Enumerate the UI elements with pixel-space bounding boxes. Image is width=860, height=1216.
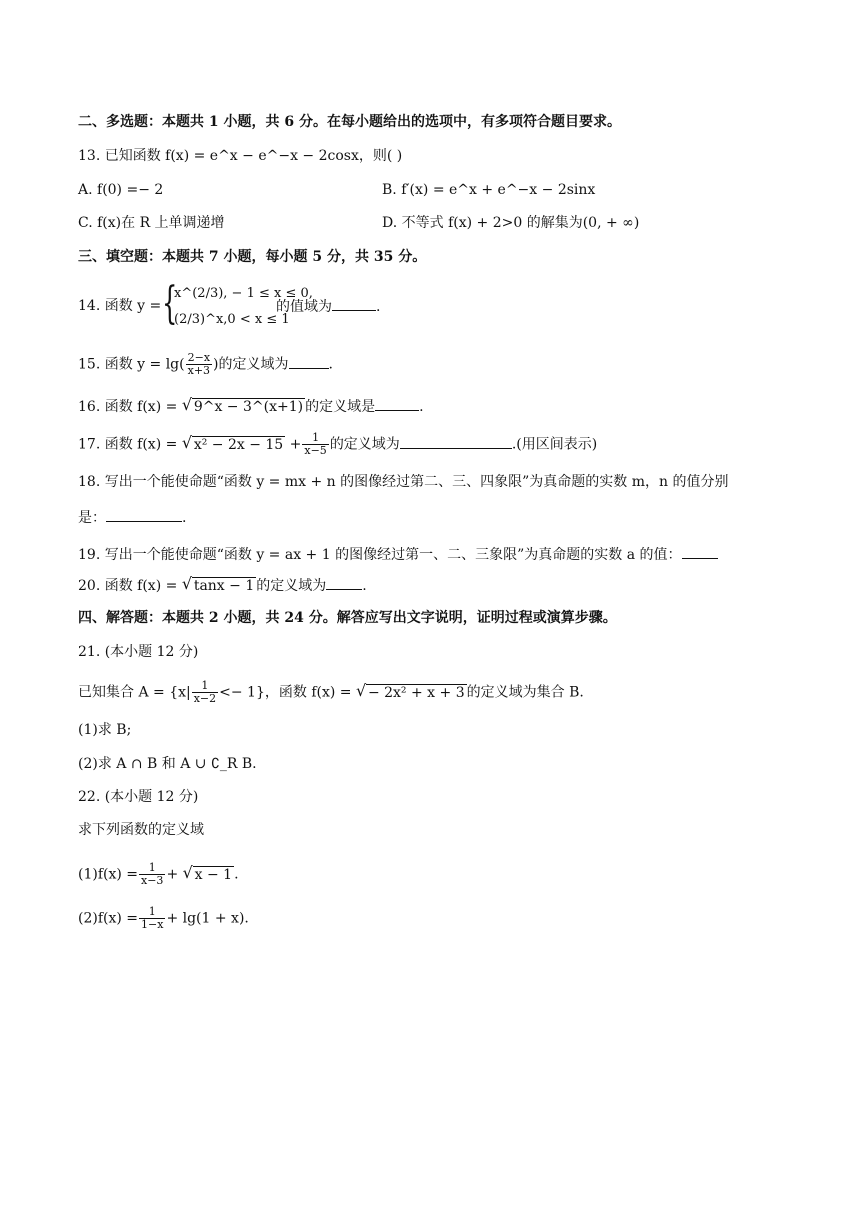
question-21-label: 21. (本小题 12 分) [78, 644, 199, 660]
question-score: 5 [312, 249, 323, 265]
question-21-stem [78, 680, 584, 705]
question-20-prefix: 20. 函数 f(x) = [78, 578, 178, 594]
section-2-heading [78, 112, 621, 132]
question-count: 1 [208, 114, 219, 130]
question-16-prefix: 16. 函数 f(x) = [78, 399, 178, 415]
question-22-label: 22. (本小题 12 分) [78, 789, 199, 805]
question-13-option-c: C. f(x)在 R 上单调递增 [78, 215, 225, 231]
period: . [234, 866, 239, 883]
section-text: 小题，共 [223, 610, 280, 626]
fraction-denominator: x−5 [304, 444, 327, 457]
fraction-denominator: x+3 [187, 364, 211, 377]
part-2-prefix: (2)f(x) = [78, 910, 139, 927]
section-4-heading [78, 608, 617, 628]
question-17-suffix: 的定义域为 [329, 436, 400, 453]
question-16: 16. 函数 f(x) = √ 9^x − 3^(x+1) 的定义域是 . [78, 396, 424, 417]
radicand: tanx − 1 [193, 578, 255, 594]
radicand: − 2x² + x + 3 [367, 684, 465, 701]
section-text: 小题，共 [223, 114, 280, 130]
fraction-denominator: 1−x [141, 918, 164, 931]
section-title: 多选题：本题共 [106, 114, 204, 130]
answer-blank[interactable] [106, 507, 182, 522]
question-21-part-2: (2)求 A ∩ B 和 A ∪ ∁_R B. [78, 756, 257, 772]
question-22-part-1 [78, 862, 239, 887]
answer-blank[interactable] [682, 544, 718, 559]
question-15-prefix: 15. 函数 y = lg( [78, 356, 185, 373]
square-root [182, 397, 305, 417]
fraction [186, 352, 212, 377]
question-21-stem-a: 已知集合 A = {x| [78, 684, 191, 701]
question-18-line-2: 是： . [78, 507, 186, 528]
question-14-suffix-text: 的值域为 [276, 299, 332, 315]
plus-sign: + [166, 866, 179, 883]
fraction-numerator: 1 [192, 680, 218, 693]
section-title: 解答题：本题共 [106, 610, 204, 626]
total-score: 35 [373, 249, 394, 265]
question-14-case-1: x^(2/3), − 1 ≤ x ≤ 0, [174, 286, 313, 301]
question-count: 7 [208, 249, 219, 265]
answer-blank[interactable] [400, 434, 512, 449]
section-text: 分，共 [327, 249, 369, 265]
plus-sign: + [289, 436, 302, 453]
section-text: 分。 [398, 249, 427, 265]
question-20-suffix: 的定义域为 [256, 578, 327, 594]
fraction-denominator: x−3 [141, 874, 164, 887]
fraction-denominator: x−2 [193, 692, 217, 705]
part-1-prefix: (1)f(x) = [78, 866, 139, 883]
answer-blank[interactable] [326, 575, 362, 590]
question-21-stem-c: 的定义域为集合 B. [466, 684, 584, 701]
section-number: 三、 [78, 249, 106, 265]
question-13-option-a: A. f(0) =− 2 [78, 182, 164, 198]
fraction-numerator: 2−x [187, 351, 211, 364]
radicand: x − 1 [194, 866, 233, 883]
question-13-option-d: D. 不等式 f(x) + 2>0 的解集为(0, + ∞) [382, 215, 640, 231]
question-13-stem: 13. 已知函数 f(x) = e^x − e^−x − 2cosx，则( ) [78, 148, 403, 164]
radicand: 9^x − 3^(x+1) [193, 399, 304, 415]
section-text: 小题，每小题 [223, 249, 308, 265]
question-16-suffix: 的定义域是 [305, 399, 376, 415]
answer-blank[interactable] [375, 396, 419, 411]
section-title: 填空题：本题共 [106, 249, 204, 265]
square-root [182, 435, 285, 455]
question-19 [78, 544, 718, 565]
fraction [302, 432, 328, 457]
section-text: 分。在每小题给出的选项中，有多项符合题目要求。 [299, 114, 621, 130]
section-number: 二、 [78, 114, 106, 130]
question-17 [78, 432, 597, 457]
question-15-suffix: )的定义域为 [213, 356, 289, 373]
question-21-part-1: (1)求 B; [78, 722, 132, 738]
radicand: x² − 2x − 15 [193, 436, 284, 453]
question-22-stem: 求下列函数的定义域 [78, 822, 204, 838]
question-21-stem-b: <− 1}，函数 f(x) = [219, 684, 352, 701]
piecewise-brace: { [162, 278, 178, 329]
total-score: 6 [284, 114, 295, 130]
question-15: 15. 函数 y = lg( $\frac{2-x}{x+3}$ )的定义域为 . [78, 351, 333, 377]
question-14-case-2: (2/3)^x,0 < x ≤ 1 [174, 312, 290, 327]
answer-blank[interactable] [332, 296, 376, 311]
question-13-option-b: B. f′(x) = e^x + e^−x − 2sinx [382, 182, 596, 198]
section-number: 四、 [78, 610, 106, 626]
square-root [356, 683, 467, 703]
fraction [192, 680, 218, 705]
fraction-numerator: 1 [139, 862, 165, 875]
question-17-tail: .(用区间表示) [511, 436, 598, 453]
fraction [139, 862, 165, 887]
question-20: 20. 函数 f(x) = √ tanx − 1 的定义域为 . [78, 575, 367, 596]
fraction [139, 906, 165, 931]
question-count: 2 [208, 610, 219, 626]
question-17-prefix: 17. 函数 f(x) = [78, 436, 178, 453]
section-3-heading [78, 247, 426, 267]
question-14-suffix: 的值域为 . [276, 296, 380, 317]
fraction-numerator: 1 [302, 432, 328, 445]
question-14-prefix: 14. 函数 y = [78, 298, 162, 314]
answer-blank[interactable] [289, 354, 329, 369]
question-18-label: 是： [78, 510, 106, 526]
question-22-part-2 [78, 906, 249, 931]
part-2-suffix: + lg(1 + x). [166, 910, 249, 927]
section-text: 分。解答应写出文字说明，证明过程或演算步骤。 [308, 610, 617, 626]
total-score: 24 [284, 610, 304, 626]
question-19-text: 19. 写出一个能使命题“函数 y = ax + 1 的图像经过第一、二、三象限”为真命题的实数 a 的值： [78, 547, 682, 563]
question-18-line-1: 18. 写出一个能使命题“函数 y = mx + n 的图像经过第二、三、四象限”为真命题的实数 m，n 的值分别 [78, 474, 729, 490]
square-root [182, 576, 256, 596]
fraction-numerator: 1 [139, 906, 165, 919]
square-root [183, 865, 234, 885]
